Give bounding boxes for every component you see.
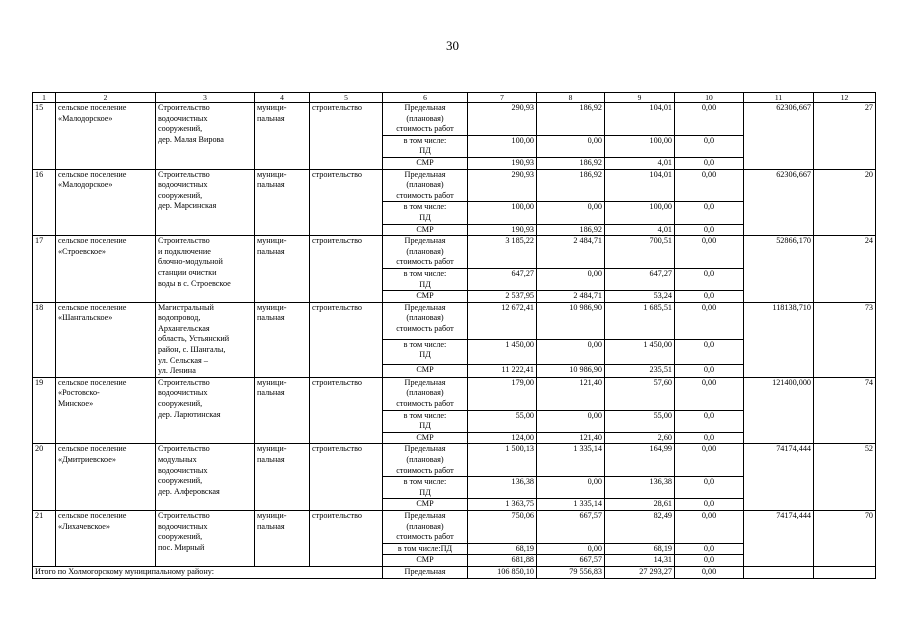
pd-value: 0,00: [537, 339, 605, 364]
text-line: Предельная: [404, 377, 446, 387]
text-line: водоочистных: [158, 465, 208, 475]
total-value: 0,00: [675, 103, 744, 136]
pd-value: 68,19: [468, 543, 537, 555]
total-value: 667,57: [537, 510, 605, 543]
work-type-cell: строительство: [310, 169, 383, 236]
row-number: 18: [33, 302, 56, 377]
pd-value: 0,0: [675, 543, 744, 555]
text-line: сельское поселение: [58, 377, 127, 387]
object-cell: [156, 103, 255, 170]
smr-value: 2,60: [605, 432, 675, 444]
smr-value: 1 363,75: [468, 499, 537, 511]
pd-value: 0,0: [675, 202, 744, 224]
grand-total-value: 0,00: [675, 566, 744, 578]
smr-value: 0,0: [675, 364, 744, 377]
pd-value: 68,19: [605, 543, 675, 555]
total-value: 186,92: [537, 169, 605, 202]
ownership-cell: [255, 377, 310, 444]
text-line: муници-: [257, 510, 287, 520]
smr-value: 0,0: [675, 291, 744, 303]
col12-value: 73: [814, 302, 876, 377]
smr-value: 10 986,90: [537, 364, 605, 377]
text-line: «Шангальское»: [58, 313, 113, 323]
pd-value: 0,00: [537, 410, 605, 432]
table-row: [33, 377, 876, 410]
pd-value: 0,00: [537, 477, 605, 499]
text-line: сельское поселение: [58, 302, 127, 312]
col12-value: 52: [814, 444, 876, 511]
pd-value: 0,00: [537, 543, 605, 555]
text-line: (плановая): [406, 180, 444, 190]
ownership-cell: [255, 169, 310, 236]
total-value: 290,93: [468, 103, 537, 136]
total-value: 700,51: [605, 236, 675, 269]
text-line: дер. Ларютинская: [158, 409, 221, 419]
pd-value: 0,0: [675, 339, 744, 364]
text-line: область, Устьянский: [158, 334, 230, 344]
text-line: стоимость работ: [396, 532, 454, 542]
text-line: муници-: [257, 377, 287, 387]
text-line: «Строевское»: [58, 246, 106, 256]
smr-value: 0,0: [675, 499, 744, 511]
row-number: 19: [33, 377, 56, 444]
total-value: 0,00: [675, 302, 744, 339]
cost-label-pd: [383, 543, 468, 555]
pd-value: 100,00: [605, 135, 675, 157]
text-line: пальная: [257, 455, 285, 464]
object-cell: [156, 236, 255, 303]
smr-value: 190,93: [468, 157, 537, 169]
text-line: пальная: [257, 521, 285, 531]
total-value: 3 185,22: [468, 236, 537, 269]
cost-label-total: [383, 236, 468, 269]
column-header: 9: [605, 93, 675, 103]
cost-label-total: [383, 444, 468, 477]
cost-label-smr: СМР: [383, 291, 468, 303]
cost-label-smr: СМР: [383, 157, 468, 169]
text-line: пос. Мирный: [158, 542, 205, 552]
col12-value: 24: [814, 236, 876, 303]
page-number: 30: [446, 38, 459, 53]
grand-total-value: 27 293,27: [605, 566, 675, 578]
col12-value: 74: [814, 377, 876, 444]
ownership-cell: [255, 444, 310, 511]
work-type-cell: строительство: [310, 444, 383, 511]
row-number: 20: [33, 444, 56, 511]
text-line: водоочистных: [158, 113, 208, 123]
text-line: дер. Марсинская: [158, 201, 217, 211]
text-line: муници-: [257, 302, 287, 312]
smr-value: 1 335,14: [537, 499, 605, 511]
text-line: Предельная: [404, 236, 446, 246]
total-value: 0,00: [675, 444, 744, 477]
col11-value: 62306,667: [744, 169, 814, 236]
total-value: 0,00: [675, 510, 744, 543]
smr-value: 0,0: [675, 432, 744, 444]
text-line: ПД: [419, 421, 431, 431]
cost-label-total: [383, 103, 468, 136]
object-cell: [156, 444, 255, 511]
text-line: в том числе:: [403, 410, 447, 420]
smr-value: 681,88: [468, 555, 537, 567]
pd-value: 55,00: [605, 410, 675, 432]
text-line: ул. Сельская –: [158, 355, 208, 365]
text-line: Строительство: [158, 444, 210, 454]
smr-value: 235,51: [605, 364, 675, 377]
col11-value: 52866,170: [744, 236, 814, 303]
text-line: «Малодорское»: [58, 180, 113, 190]
pd-value: 1 450,00: [468, 339, 537, 364]
col12-value: 70: [814, 510, 876, 566]
text-line: Магистральный: [158, 302, 214, 312]
text-line: стоимость работ: [396, 399, 454, 409]
text-line: воды в с. Строевское: [158, 278, 231, 288]
smr-value: 0,0: [675, 224, 744, 236]
text-line: пальная: [257, 113, 285, 123]
ownership-cell: [255, 302, 310, 377]
work-type-cell: строительство: [310, 236, 383, 303]
text-line: (плановая): [406, 388, 444, 398]
pd-value: 0,00: [537, 135, 605, 157]
text-line: Строительство: [158, 169, 210, 179]
pd-value: 100,00: [468, 135, 537, 157]
text-line: (плановая): [406, 246, 444, 256]
total-value: 82,49: [605, 510, 675, 543]
total-cost-label: Предельная: [383, 566, 468, 578]
smr-value: 121,40: [537, 432, 605, 444]
text-line: (плановая): [406, 455, 444, 464]
text-line: ПД: [419, 487, 431, 497]
text-line: стоимость работ: [396, 465, 454, 475]
text-line: (плановая): [406, 113, 444, 123]
text-line: ПД: [419, 146, 431, 156]
smr-value: 53,24: [605, 291, 675, 303]
empty-cell: [744, 566, 814, 578]
row-number: 21: [33, 510, 56, 566]
cost-label-smr: СМР: [383, 499, 468, 511]
total-value: 104,01: [605, 103, 675, 136]
text-line: Архангельская: [158, 323, 210, 333]
text-line: в том числе:: [403, 202, 447, 212]
text-line: ПД: [419, 212, 431, 222]
col11-value: 74174,444: [744, 444, 814, 511]
work-type-cell: строительство: [310, 510, 383, 566]
text-line: муници-: [257, 169, 287, 179]
text-line: Минское»: [58, 399, 94, 409]
text-line: сооружений,: [158, 399, 203, 409]
total-value: 121,40: [537, 377, 605, 410]
pd-value: 647,27: [468, 268, 537, 290]
smr-value: 0,0: [675, 555, 744, 567]
smr-value: 2 537,95: [468, 291, 537, 303]
pd-value: 0,0: [675, 410, 744, 432]
smr-value: 28,61: [605, 499, 675, 511]
total-value: 10 986,90: [537, 302, 605, 339]
column-header: 4: [255, 93, 310, 103]
cost-label-pd: [383, 339, 468, 364]
work-type-cell: строительство: [310, 103, 383, 170]
column-header: 8: [537, 93, 605, 103]
text-line: стоимость работ: [396, 124, 454, 134]
text-line: ПД: [419, 279, 431, 289]
column-header: 6: [383, 93, 468, 103]
column-header: 3: [156, 93, 255, 103]
cost-label-smr: СМР: [383, 364, 468, 377]
text-line: водопровод,: [158, 313, 201, 323]
cost-label-total: [383, 302, 468, 339]
text-line: в том числе:: [403, 339, 447, 349]
text-line: Предельная: [404, 302, 446, 312]
cost-label-pd: [383, 135, 468, 157]
total-value: 0,00: [675, 236, 744, 269]
row-number: 15: [33, 103, 56, 170]
settlement-cell: [56, 444, 156, 511]
text-line: водоочистных: [158, 388, 208, 398]
table-row: [33, 169, 876, 202]
object-cell: [156, 169, 255, 236]
text-line: блочно-модульной: [158, 257, 223, 267]
total-value: 57,60: [605, 377, 675, 410]
smr-value: 2 484,71: [537, 291, 605, 303]
total-value: 1 500,13: [468, 444, 537, 477]
text-line: «Ростовско-: [58, 388, 100, 398]
object-cell: [156, 377, 255, 444]
col12-value: 20: [814, 169, 876, 236]
pd-value: 0,0: [675, 268, 744, 290]
text-line: сельское поселение: [58, 169, 127, 179]
cost-label-pd: [383, 268, 468, 290]
total-value: 1 685,51: [605, 302, 675, 339]
table-row: [33, 103, 876, 136]
work-type-cell: строительство: [310, 377, 383, 444]
object-cell: [156, 302, 255, 377]
pd-value: 0,0: [675, 135, 744, 157]
settlement-cell: [56, 510, 156, 566]
pd-value: 136,38: [605, 477, 675, 499]
column-header: 7: [468, 93, 537, 103]
cost-label-pd: [383, 410, 468, 432]
total-value: 290,93: [468, 169, 537, 202]
col12-value: 27: [814, 103, 876, 170]
text-line: дер. Алферовская: [158, 486, 220, 496]
total-value: 0,00: [675, 169, 744, 202]
settlement-cell: [56, 377, 156, 444]
row-number: 16: [33, 169, 56, 236]
text-line: дер. Малая Вирова: [158, 134, 224, 144]
settlement-cell: [56, 103, 156, 170]
settlement-cell: [56, 302, 156, 377]
pd-value: 647,27: [605, 268, 675, 290]
text-line: муници-: [257, 103, 287, 112]
total-value: 750,06: [468, 510, 537, 543]
cost-label-total: [383, 377, 468, 410]
text-line: «Дмитриевское»: [58, 455, 116, 464]
text-line: Предельная: [404, 103, 446, 112]
table-row: [33, 444, 876, 477]
smr-value: 0,0: [675, 157, 744, 169]
text-line: модульных: [158, 455, 197, 464]
ownership-cell: [255, 510, 310, 566]
text-line: пальная: [257, 180, 285, 190]
col11-value: 62306,667: [744, 103, 814, 170]
text-line: сельское поселение: [58, 510, 127, 520]
settlement-cell: [56, 236, 156, 303]
grand-total-value: 79 556,83: [537, 566, 605, 578]
cost-label-total: [383, 510, 468, 543]
header-row: [33, 93, 876, 103]
column-header: 1: [33, 93, 56, 103]
text-line: сооружений,: [158, 476, 203, 486]
text-line: Строительство: [158, 377, 210, 387]
text-line: Строительство: [158, 236, 210, 246]
total-value: 1 335,14: [537, 444, 605, 477]
text-line: стоимость работ: [396, 257, 454, 267]
text-line: Строительство: [158, 103, 210, 112]
text-line: стоимость работ: [396, 323, 454, 333]
cost-label-total: [383, 169, 468, 202]
pd-value: 0,00: [537, 202, 605, 224]
settlement-cell: [56, 169, 156, 236]
ownership-cell: [255, 236, 310, 303]
ownership-cell: [255, 103, 310, 170]
investment-table: [32, 92, 876, 579]
col11-value: 121400,000: [744, 377, 814, 444]
text-line: муници-: [257, 444, 287, 454]
cost-label-smr: СМР: [383, 224, 468, 236]
table-row: [33, 510, 876, 543]
smr-value: 667,57: [537, 555, 605, 567]
text-line: стоимость работ: [396, 190, 454, 200]
pd-value: 100,00: [468, 202, 537, 224]
total-value: 0,00: [675, 377, 744, 410]
text-line: в том числе:ПД: [397, 543, 453, 553]
text-line: пальная: [257, 313, 285, 323]
cost-label-pd: [383, 477, 468, 499]
text-line: пальная: [257, 246, 285, 256]
cost-label-smr: СМР: [383, 555, 468, 567]
col11-value: 118138,710: [744, 302, 814, 377]
smr-value: 190,93: [468, 224, 537, 236]
total-value: 179,00: [468, 377, 537, 410]
smr-value: 14,31: [605, 555, 675, 567]
text-line: ул. Ленина: [158, 366, 196, 376]
smr-value: 186,92: [537, 224, 605, 236]
pd-value: 100,00: [605, 202, 675, 224]
total-value: 2 484,71: [537, 236, 605, 269]
text-line: в том числе:: [403, 477, 447, 487]
total-value: 12 672,41: [468, 302, 537, 339]
text-line: станции очистки: [158, 267, 217, 277]
text-line: (плановая): [406, 521, 444, 531]
object-cell: [156, 510, 255, 566]
smr-value: 4,01: [605, 224, 675, 236]
text-line: сооружений,: [158, 532, 203, 542]
total-value: 186,92: [537, 103, 605, 136]
column-header: 2: [56, 93, 156, 103]
text-line: Строительство: [158, 510, 210, 520]
column-header: 12: [814, 93, 876, 103]
row-number: 17: [33, 236, 56, 303]
text-line: Предельная: [404, 444, 446, 454]
text-line: Предельная: [404, 510, 446, 520]
column-header: 5: [310, 93, 383, 103]
text-line: район, с. Шангалы,: [158, 345, 226, 355]
text-line: и подключение: [158, 246, 211, 256]
text-line: пальная: [257, 388, 285, 398]
total-label: Итого по Холмогорскому муниципальному району:: [33, 566, 383, 578]
total-value: 104,01: [605, 169, 675, 202]
text-line: Предельная: [404, 169, 446, 179]
smr-value: 11 222,41: [468, 364, 537, 377]
total-value: 164,99: [605, 444, 675, 477]
pd-value: 0,00: [537, 268, 605, 290]
pd-value: 136,38: [468, 477, 537, 499]
text-line: сельское поселение: [58, 103, 127, 112]
column-header: 10: [675, 93, 744, 103]
cost-label-pd: [383, 202, 468, 224]
grand-total-value: 106 850,10: [468, 566, 537, 578]
pd-value: 55,00: [468, 410, 537, 432]
smr-value: 4,01: [605, 157, 675, 169]
text-line: водоочистных: [158, 521, 208, 531]
text-line: (плановая): [406, 313, 444, 323]
smr-value: 124,00: [468, 432, 537, 444]
text-line: сооружений,: [158, 190, 203, 200]
text-line: муници-: [257, 236, 287, 246]
pd-value: 0,0: [675, 477, 744, 499]
empty-cell: [814, 566, 876, 578]
text-line: в том числе:: [403, 135, 447, 145]
text-line: сельское поселение: [58, 444, 127, 454]
text-line: сооружений,: [158, 124, 203, 134]
table-row: [33, 302, 876, 339]
text-line: сельское поселение: [58, 236, 127, 246]
col11-value: 74174,444: [744, 510, 814, 566]
text-line: «Малодорское»: [58, 113, 113, 123]
work-type-cell: строительство: [310, 302, 383, 377]
cost-label-smr: СМР: [383, 432, 468, 444]
text-line: ПД: [419, 350, 431, 360]
text-line: водоочистных: [158, 180, 208, 190]
pd-value: 1 450,00: [605, 339, 675, 364]
text-line: «Лихачевское»: [58, 521, 111, 531]
text-line: в том числе:: [403, 268, 447, 278]
column-header: 11: [744, 93, 814, 103]
table-row: [33, 236, 876, 269]
smr-value: 186,92: [537, 157, 605, 169]
total-row: [33, 566, 876, 578]
